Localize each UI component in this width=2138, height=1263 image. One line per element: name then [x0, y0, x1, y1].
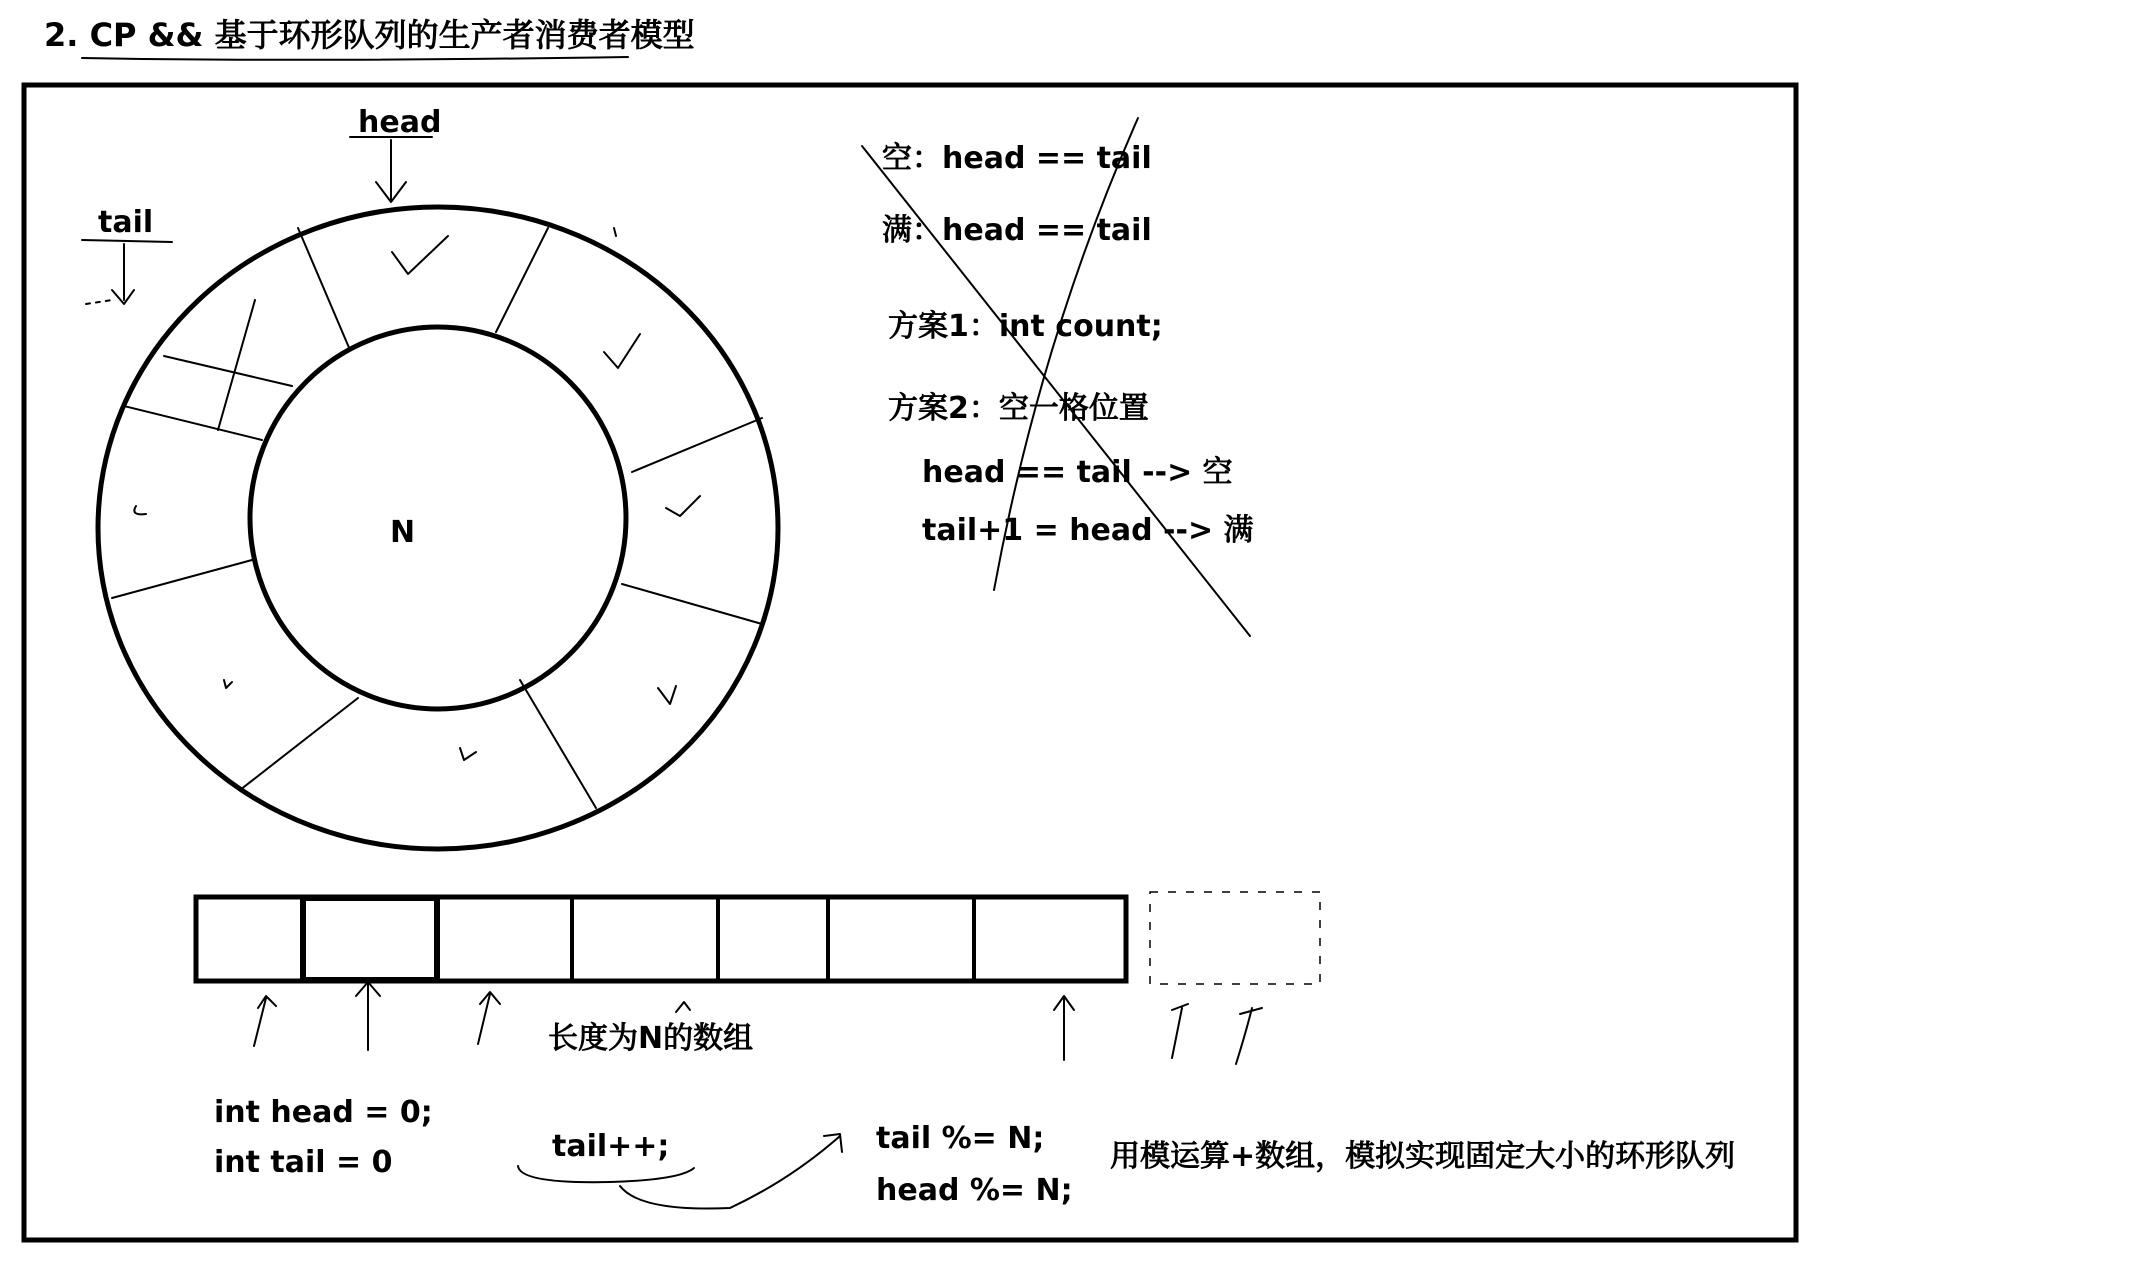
code-init-head: int head = 0;: [214, 1095, 433, 1130]
array-caption: 长度为N的数组: [548, 1021, 754, 1056]
condition-notes: [862, 118, 1254, 636]
ring-slot-dividers: [112, 228, 762, 808]
summary-note: 用模运算+数组，模拟实现固定大小的环形队列: [1110, 1139, 1736, 1174]
tail-underline: [82, 240, 172, 242]
drawing-frame: [24, 85, 1796, 1240]
increment-bracket: [518, 1166, 694, 1182]
array-outline: [196, 897, 1126, 981]
note-full-condition: 满：head == tail: [882, 213, 1152, 248]
ring-outer-circle: [98, 207, 778, 849]
note-full-rule: tail+1 = head --> 满: [922, 513, 1254, 548]
code-increment: tail++;: [552, 1129, 670, 1164]
code-mod-head: head %= N;: [876, 1173, 1073, 1208]
note-option-1: 方案1：int count;: [888, 309, 1163, 344]
code-notes: [214, 1095, 1073, 1209]
tail-pointer-label: tail: [98, 205, 154, 240]
array-overflow-dashed: [1150, 892, 1320, 984]
ring-inner-circle: [250, 327, 626, 709]
head-arrow: [376, 140, 406, 202]
title-underline: [82, 57, 628, 60]
tail-arrow: [112, 244, 134, 304]
note-empty-condition: 空：head == tail: [882, 141, 1152, 176]
head-pointer-label: head: [358, 105, 442, 140]
ring-check-marks: [134, 228, 700, 760]
array-highlighted-cell: [304, 899, 436, 979]
code-init-tail: int tail = 0: [214, 1145, 393, 1180]
array-row: [196, 892, 1320, 984]
note-option-2: 方案2：空一格位置: [888, 391, 1149, 426]
note-empty-rule: head == tail --> 空: [922, 455, 1233, 490]
ring-center-label: N: [390, 515, 416, 550]
tail-arrow-scribble: [86, 300, 112, 304]
array-index-arrows: [254, 982, 1262, 1064]
page-title: 2. CP && 基于环形队列的生产者消费者模型: [44, 16, 695, 54]
ring-buffer: [98, 207, 778, 849]
code-mod-tail: tail %= N;: [876, 1121, 1045, 1156]
